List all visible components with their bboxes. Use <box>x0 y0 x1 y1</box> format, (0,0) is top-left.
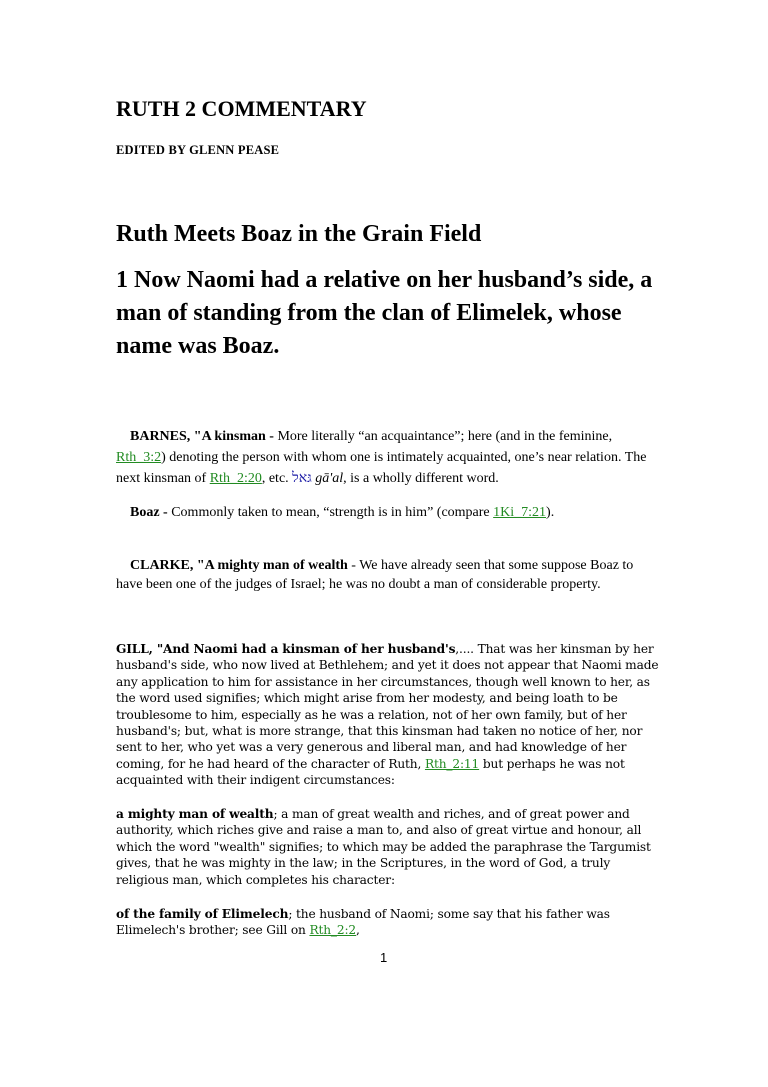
ref-link-rth-2-11[interactable]: Rth_2:11 <box>424 756 480 771</box>
barnes-lead: BARNES, "A kinsman - <box>130 429 278 444</box>
family-text: ; the husband of Naomi; some say that his father was Elimelech's brother; see Gill on <box>116 907 610 938</box>
boaz-lead: Boaz - <box>130 505 172 520</box>
clarke-commentary <box>116 556 656 594</box>
boaz-text-1: Commonly taken to mean, “strength is in him” (compare <box>171 505 494 520</box>
clarke-lead: CLARKE, "A mighty man of wealth <box>130 558 348 573</box>
wealth-commentary <box>116 806 661 888</box>
gill-commentary <box>116 641 661 789</box>
editor-line: EDITED BY GLENN PEASE <box>116 143 280 157</box>
page-number: 1 <box>380 950 388 965</box>
wealth-lead: a mighty man of wealth <box>116 807 274 821</box>
document-title: RUTH 2 COMMENTARY <box>116 96 367 121</box>
boaz-text-2: ). <box>546 505 555 520</box>
family-tail: , <box>356 923 360 938</box>
barnes-text-3: , etc. <box>261 471 293 486</box>
family-lead: of the family of Elimelech <box>116 907 289 921</box>
wealth-text: ; a man of great wealth and riches, and of great power and authority, which riches give and raise a man to, and also of great virtue and honour, all which the word "wealth" signifies; to which may be added the paraphrase the Targumist gives, that he was mighty in the law; in the Scriptures, in the word of God, a truly religious man, which completes his character: <box>116 807 651 887</box>
ref-link-rth-2-20[interactable]: Rth_2:20 <box>209 471 262 486</box>
ref-link-1ki-7-21[interactable]: 1Ki_7:21 <box>493 505 547 520</box>
clarke-text: - We have already seen that some suppose Boaz to have been one of the judges of Israel; he was no doubt a man of considerable property. <box>116 558 634 592</box>
barnes-text-4: , is a wholly different word. <box>343 471 499 486</box>
barnes-text-2: ) denoting the person with whom one is intimately acquainted, one’s near relation. The next kinsman of <box>116 450 647 486</box>
boaz-commentary <box>116 502 656 523</box>
barnes-text-1: More literally “an acquaintance”; here (and in the feminine, <box>277 429 613 444</box>
hebrew-word: גּאל <box>292 471 312 486</box>
gill-text-2: but perhaps he was not acquainted with their indigent circumstances: <box>116 756 625 788</box>
gill-text-1: ,.... That was her kinsman by her husband's side, who now lived at Bethlehem; and yet it does not appear that Naomi made any application to him for assistance in her circumstances, though well known to her, as the word used signifies; which might arise from her modesty, and being loath to be troublesome to him, especially as he was a relation, not of her own family, but of her husband's; but, what is more strange, that this kinsman had taken no notice of her, nor sent to her, who yet was a very generous and liberal man, and had knowledge of her coming, for he had heard of the character of Ruth, <box>116 642 659 771</box>
ref-link-rth-2-2[interactable]: Rth_2:2 <box>309 923 357 938</box>
gill-lead: GILL, "And Naomi had a kinsman of her husband's <box>116 642 456 656</box>
barnes-commentary <box>116 426 656 489</box>
section-title: Ruth Meets Boaz in the Grain Field <box>116 221 482 247</box>
ref-link-rth-3-2[interactable]: Rth_3:2 <box>116 450 162 465</box>
verse-text: 1 Now Naomi had a relative on her husband’s side, a man of standing from the clan of Elimelek, whose name was Boaz. <box>116 267 653 359</box>
transliteration: gā'al <box>315 471 344 486</box>
family-commentary <box>116 906 661 939</box>
